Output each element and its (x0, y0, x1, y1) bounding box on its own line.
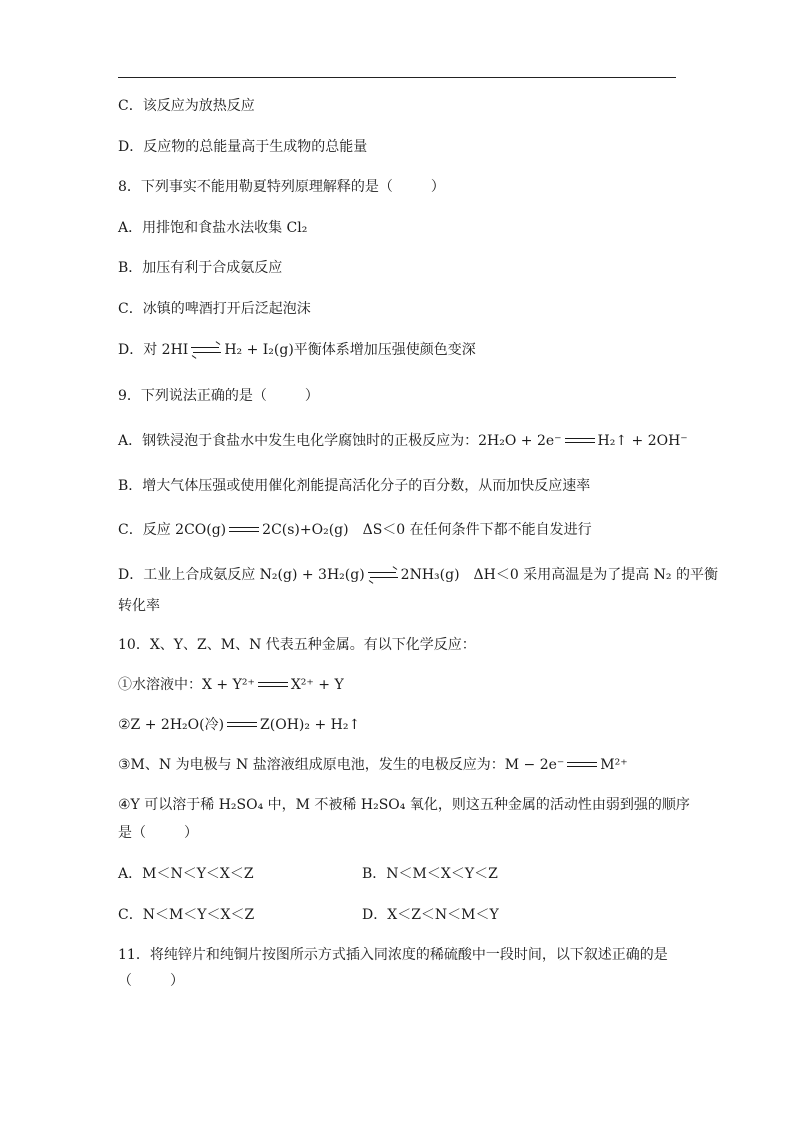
q10-option-a: A．M＜N＜Y＜X＜Z (118, 866, 254, 882)
reaction-2: ②Z + 2H₂O(冷) Z(OH)₂ + H₂↑ (118, 717, 361, 733)
equals-sign-icon (565, 436, 595, 446)
q8-option-c: C．冰镇的啤酒打开后泛起泡沫 (118, 301, 311, 317)
q9-option-c: C．反应 2CO(g) 2C(s)+O₂(g) ΔS＜0 在任何条件下都不能自发进行 (118, 522, 592, 538)
equals-sign-icon (227, 720, 257, 730)
reaction-3: ③M、N 为电极与 N 盐溶液组成原电池，发生的电极反应为：M − 2e⁻ M²⁺ (118, 757, 628, 773)
question-11-cont: （ ） (118, 973, 184, 989)
reaction-1: ①水溶液中：X + Y²⁺ X²⁺ + Y (118, 677, 344, 693)
equals-sign-icon (229, 525, 259, 535)
question-10: 10．X、Y、Z、M、N 代表五种金属。有以下化学反应： (118, 637, 476, 653)
q10-option-c: C．N＜M＜Y＜X＜Z (118, 907, 255, 923)
q9-option-b: B．增大气体压强或使用催化剂能提高活化分子的百分数，从而加快反应速率 (118, 478, 591, 494)
reaction-4-cont: 是（ ） (118, 825, 198, 841)
q8-option-b: B．加压有利于合成氨反应 (118, 260, 283, 276)
reversible-arrow-icon (191, 345, 221, 355)
q8-option-a: A．用排饱和食盐水法收集 Cl₂ (118, 220, 308, 236)
q9-option-d-cont: 转化率 (118, 598, 160, 614)
reaction-4: ④Y 可以溶于稀 H₂SO₄ 中，M 不被稀 H₂SO₄ 氧化，则这五种金属的活动性由弱到强的顺序 (118, 797, 690, 813)
q10-option-d: D．X＜Z＜N＜M＜Y (362, 907, 499, 923)
question-11: 11．将纯锌片和纯铜片按图所示方式插入同浓度的稀硫酸中一段时间，以下叙述正确的是 (118, 947, 668, 963)
equals-sign-icon (258, 680, 288, 690)
q10-option-b: B．N＜M＜X＜Y＜Z (362, 866, 498, 882)
reversible-arrow-icon (368, 570, 398, 580)
header-rule (118, 77, 676, 78)
option-d-prev: D．反应物的总能量高于生成物的总能量 (118, 139, 368, 155)
question-9: 9．下列说法正确的是（ ） (118, 388, 319, 404)
equals-sign-icon (567, 760, 597, 770)
option-c-prev: C．该反应为放热反应 (118, 98, 255, 114)
q8-option-d: D．对 2HI H₂ + I₂(g)平衡体系增加压强使颜色变深 (118, 342, 476, 358)
q9-option-a: A．钢铁浸泡于食盐水中发生电化学腐蚀时的正极反应为：2H₂O + 2e⁻ H₂↑ + 2OH⁻ (118, 433, 688, 449)
q9-option-d: D．工业上合成氨反应 N₂(g) + 3H₂(g) 2NH₃(g) ΔH＜0 采用高温是为了提高 N₂ 的平衡 (118, 567, 718, 583)
question-8: 8．下列事实不能用勒夏特列原理解释的是（ ） (118, 179, 445, 195)
